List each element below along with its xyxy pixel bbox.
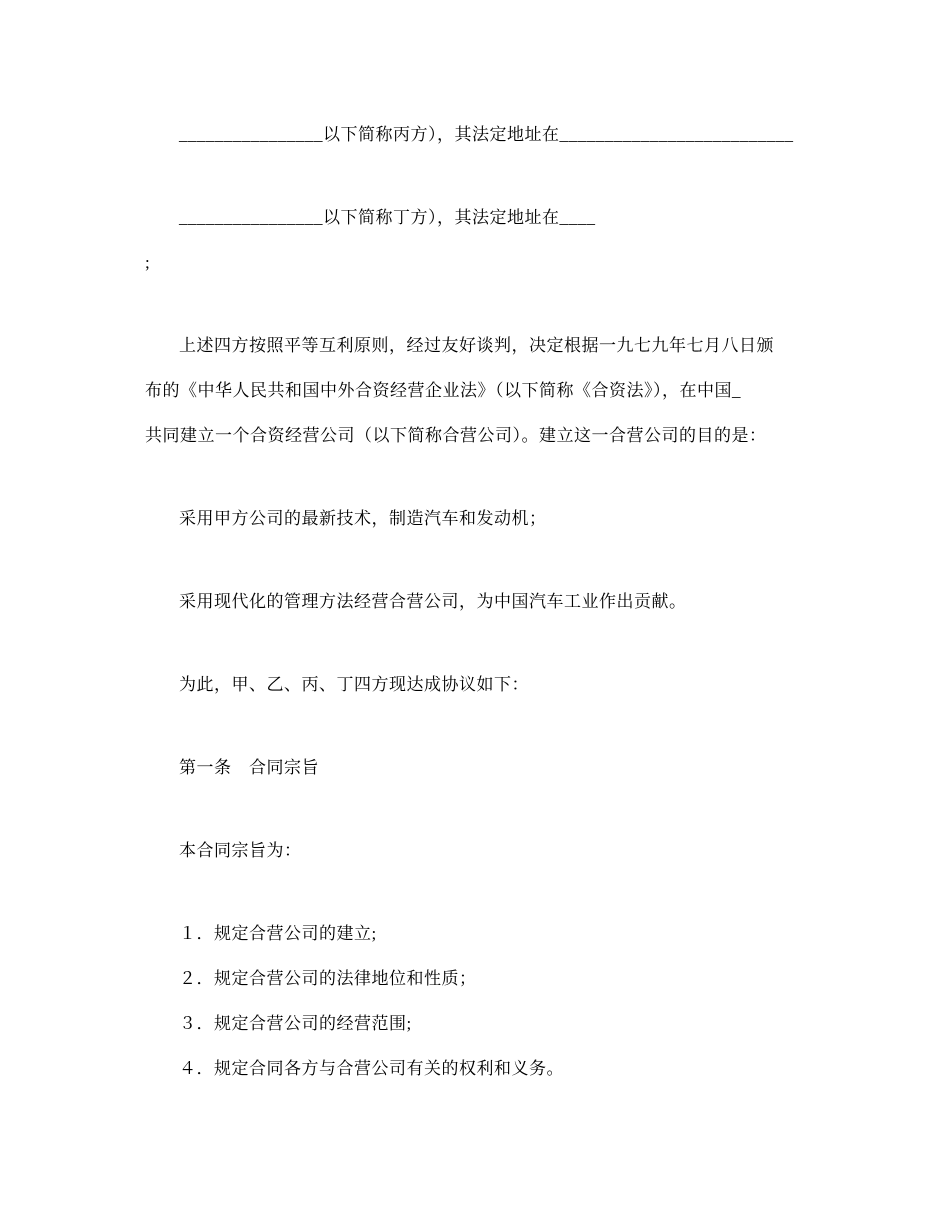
document-line: 本合同宗旨为： bbox=[179, 841, 302, 860]
document-line: 采用现代化的管理方法经营合营公司，为中国汽车工业作出贡献。 bbox=[179, 592, 687, 611]
document-line: 第一条 合同宗旨 bbox=[179, 758, 319, 777]
document-line: 为此，甲、乙、丙、丁四方现达成协议如下： bbox=[179, 675, 529, 694]
document-line: ________________以下简称丙方），其法定地址在__________________________ bbox=[179, 125, 794, 144]
document-body bbox=[145, 112, 812, 1091]
document-line: 上述四方按照平等互利原则，经过友好谈判，决定根据一九七九年七月八日颁 bbox=[179, 336, 774, 355]
document-line: ________________以下简称丁方），其法定地址在____ bbox=[179, 208, 596, 227]
document-line: １．规定合营公司的建立; bbox=[179, 924, 377, 943]
document-line: 布的《中华人民共和国中外合资经营企业法》（以下简称《合资法》），在中国_ bbox=[145, 381, 741, 400]
document-line: 共同建立一个合资经营公司（以下简称合营公司）。建立这一合营公司的目的是： bbox=[145, 426, 767, 445]
document-line: 采用甲方公司的最新技术，制造汽车和发动机； bbox=[179, 509, 547, 528]
document-line: ４．规定合同各方与合营公司有关的权利和义务。 bbox=[179, 1059, 564, 1078]
document-line: ２．规定合营公司的法律地位和性质； bbox=[179, 969, 477, 988]
document-line: ; bbox=[145, 253, 151, 272]
document-line: ３．规定合营公司的经营范围; bbox=[179, 1014, 412, 1033]
